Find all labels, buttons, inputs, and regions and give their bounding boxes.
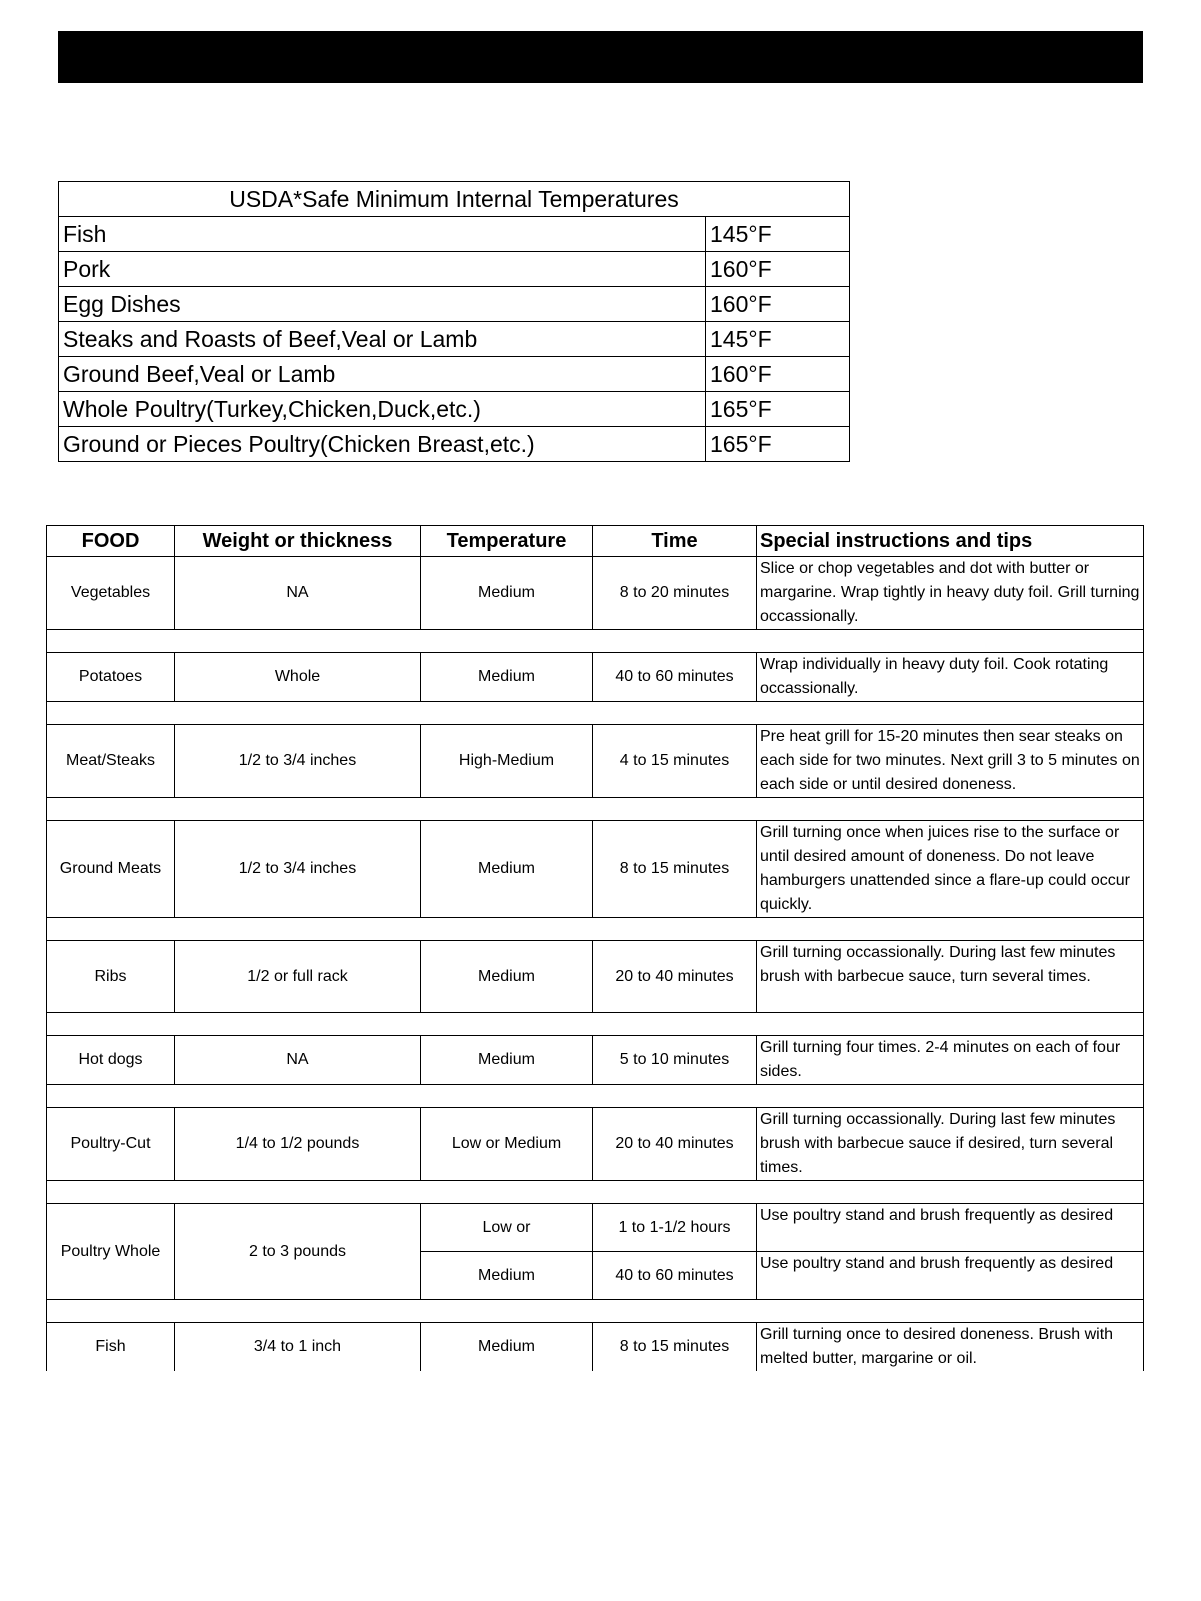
temp-value: 145°F xyxy=(706,322,850,357)
weight-cell: NA xyxy=(175,557,421,630)
temp-value: 165°F xyxy=(706,392,850,427)
temp-food: Steaks and Roasts of Beef,Veal or Lamb xyxy=(59,322,706,357)
temp-value: 160°F xyxy=(706,287,850,322)
row-spacer xyxy=(47,1013,1144,1036)
tips-cell: Slice or chop vegetables and dot with butter or margarine. Wrap tightly in heavy duty foil. Grill turning occassionally. xyxy=(757,557,1144,630)
time-cell: 4 to 15 minutes xyxy=(593,725,757,798)
temperature-cell: Medium xyxy=(421,1036,593,1085)
time-cell: 40 to 60 minutes xyxy=(593,1252,757,1300)
temp-value: 165°F xyxy=(706,427,850,462)
weight-cell: 1/4 to 1/2 pounds xyxy=(175,1108,421,1181)
tips-cell: Grill turning occassionally. During last few minutes brush with barbecue sauce, turn several times. xyxy=(757,941,1144,1013)
temps-title: USDA*Safe Minimum Internal Temperatures xyxy=(59,182,850,217)
food-cell: Hot dogs xyxy=(47,1036,175,1085)
time-cell: 40 to 60 minutes xyxy=(593,653,757,702)
food-cell: Meat/Steaks xyxy=(47,725,175,798)
tips-cell: Use poultry stand and brush frequently as desired xyxy=(757,1204,1144,1252)
table-row xyxy=(47,725,1144,798)
food-cell: Poultry Whole xyxy=(47,1204,175,1300)
temperature-cell: Medium xyxy=(421,557,593,630)
food-cell: Poultry-Cut xyxy=(47,1108,175,1181)
table-row xyxy=(47,821,1144,918)
food-cell: Ground Meats xyxy=(47,821,175,918)
temperature-cell: Medium xyxy=(421,941,593,1013)
row-spacer xyxy=(47,630,1144,653)
temp-food: Fish xyxy=(59,217,706,252)
temp-food: Egg Dishes xyxy=(59,287,706,322)
header-food: FOOD xyxy=(47,526,175,557)
tips-cell: Wrap individually in heavy duty foil. Cook rotating occassionally. xyxy=(757,653,1144,702)
temp-value: 160°F xyxy=(706,357,850,392)
temp-food: Ground or Pieces Poultry(Chicken Breast,etc.) xyxy=(59,427,706,462)
weight-cell: NA xyxy=(175,1036,421,1085)
weight-cell: Whole xyxy=(175,653,421,702)
temp-food: Pork xyxy=(59,252,706,287)
table-row xyxy=(47,1036,1144,1085)
temp-food: Whole Poultry(Turkey,Chicken,Duck,etc.) xyxy=(59,392,706,427)
tips-cell: Grill turning once when juices rise to the surface or until desired amount of doneness. Do not leave hamburgers unattended since a flare-up could occur quickly. xyxy=(757,821,1144,918)
time-cell: 5 to 10 minutes xyxy=(593,1036,757,1085)
weight-cell: 1/2 or full rack xyxy=(175,941,421,1013)
time-cell: 1 to 1-1/2 hours xyxy=(593,1204,757,1252)
table-row xyxy=(47,557,1144,630)
weight-cell: 2 to 3 pounds xyxy=(175,1204,421,1300)
tips-cell: Grill turning occassionally. During last few minutes brush with barbecue sauce if desired, turn several times. xyxy=(757,1108,1144,1181)
weight-cell: 1/2 to 3/4 inches xyxy=(175,725,421,798)
row-spacer xyxy=(47,1085,1144,1108)
temperature-cell: Low or xyxy=(421,1204,593,1252)
grilling-guide-table xyxy=(46,525,1144,1371)
row-spacer xyxy=(47,1181,1144,1204)
row-spacer xyxy=(47,798,1144,821)
temperature-cell: Medium xyxy=(421,1323,593,1372)
food-cell: Ribs xyxy=(47,941,175,1013)
table-row xyxy=(47,1108,1144,1181)
weight-cell: 1/2 to 3/4 inches xyxy=(175,821,421,918)
header-bar xyxy=(58,31,1143,83)
header-time: Time xyxy=(593,526,757,557)
table-row xyxy=(47,1323,1144,1372)
table-row xyxy=(47,941,1144,1013)
temperature-cell: Medium xyxy=(421,653,593,702)
tips-cell: Pre heat grill for 15-20 minutes then sear steaks on each side for two minutes. Next grill 3 to 5 minutes on each side or until desired doneness. xyxy=(757,725,1144,798)
temp-food: Ground Beef,Veal or Lamb xyxy=(59,357,706,392)
food-cell: Potatoes xyxy=(47,653,175,702)
header-weight: Weight or thickness xyxy=(175,526,421,557)
food-cell: Vegetables xyxy=(47,557,175,630)
food-cell: Fish xyxy=(47,1323,175,1372)
weight-cell: 3/4 to 1 inch xyxy=(175,1323,421,1372)
time-cell: 20 to 40 minutes xyxy=(593,1108,757,1181)
temperature-cell: Low or Medium xyxy=(421,1108,593,1181)
temperature-cell: Medium xyxy=(421,1252,593,1300)
time-cell: 20 to 40 minutes xyxy=(593,941,757,1013)
row-spacer xyxy=(47,918,1144,941)
row-spacer xyxy=(47,702,1144,725)
table-row xyxy=(47,1204,1144,1252)
time-cell: 8 to 20 minutes xyxy=(593,557,757,630)
header-tips: Special instructions and tips xyxy=(757,526,1144,557)
tips-cell: Grill turning once to desired doneness. Brush with melted butter, margarine or oil. xyxy=(757,1323,1144,1372)
tips-cell: Use poultry stand and brush frequently as desired xyxy=(757,1252,1144,1300)
safe-temperatures-table xyxy=(58,181,850,462)
time-cell: 8 to 15 minutes xyxy=(593,1323,757,1372)
table-row xyxy=(47,653,1144,702)
tips-cell: Grill turning four times. 2-4 minutes on each of four sides. xyxy=(757,1036,1144,1085)
header-temperature: Temperature xyxy=(421,526,593,557)
row-spacer xyxy=(47,1300,1144,1323)
temperature-cell: High-Medium xyxy=(421,725,593,798)
temp-value: 160°F xyxy=(706,252,850,287)
temp-value: 145°F xyxy=(706,217,850,252)
time-cell: 8 to 15 minutes xyxy=(593,821,757,918)
temperature-cell: Medium xyxy=(421,821,593,918)
